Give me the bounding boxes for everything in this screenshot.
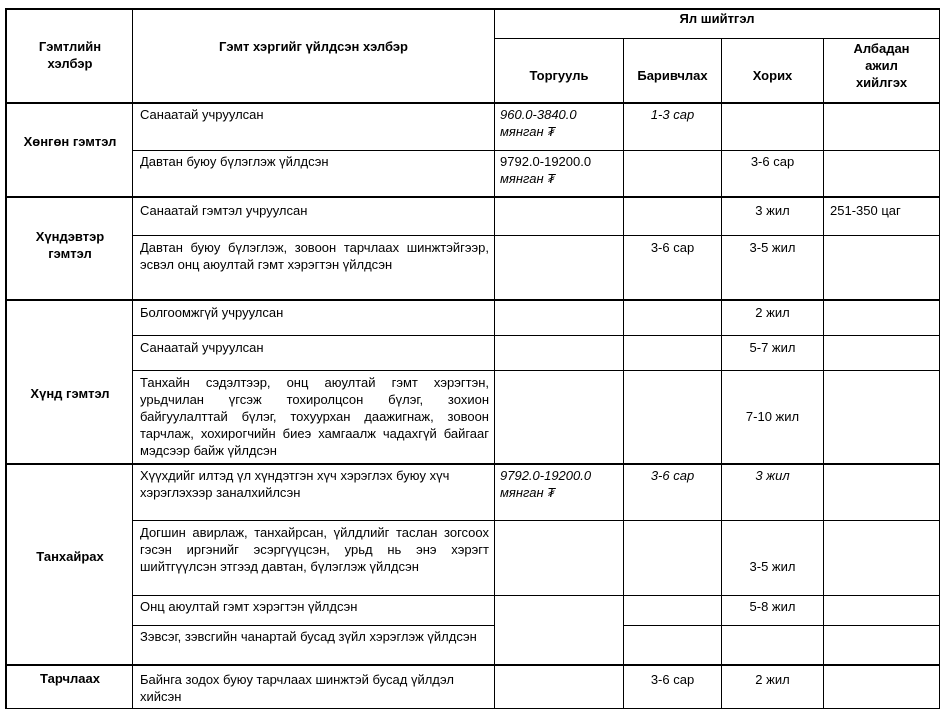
header-imprisonment: Хорих: [752, 68, 793, 83]
crime-form-cell: Догшин авирлаж, танхайрсан, үйлдлийг таслан зогсоох гэсэн иргэнийг эсэргүүцсэн, урьд нь энэ хэрэгт шийтгүүлсэн этгээд давтан, бүлэглэж үйлдсэн: [140, 525, 489, 574]
crime-form-cell: Санаатай гэмтэл учруулсан: [140, 203, 308, 218]
row-sep: [132, 335, 940, 336]
row-sep: [132, 235, 940, 236]
crime-form-cell: Онц аюултай гэмт хэрэгтэн үйлдсэн: [140, 599, 358, 614]
row-sep: [132, 595, 940, 596]
prison-cell: 2 жил: [755, 672, 790, 687]
header-restriction: Баривчлах: [637, 68, 708, 83]
prison-cell: 7-10 жил: [745, 409, 800, 424]
header-forced-labor-line: Албадан: [853, 41, 910, 56]
row-sep: [623, 625, 940, 626]
group-label: Тарчлаах: [40, 671, 100, 686]
group-sep-1: [5, 196, 940, 198]
group-label-line: гэмтэл: [48, 246, 92, 261]
group-label-line: Хүндэвтэр: [35, 229, 105, 244]
group-sep-4: [5, 664, 940, 666]
crime-form-cell: Хүүхдийг илтэд үл хүндэтгэн хүч хэрэглэх буюу хүч хэрэглэхээр заналхийлсэн: [140, 468, 450, 500]
header-fine: Торгууль: [529, 68, 589, 83]
prison-cell: 3-6 сар: [750, 154, 795, 169]
crime-form-cell: Давтан буюу бүлэглэж үйлдсэн: [140, 154, 329, 169]
group-sep-2: [5, 299, 940, 301]
header-crime-form: Гэмт хэргийг үйлдсэн хэлбэр: [219, 39, 408, 54]
fine-cell: [500, 467, 620, 501]
prison-cell: 3 жил: [755, 203, 790, 218]
crime-form-cell: Санаатай учруулсан: [140, 340, 264, 355]
group-label: Хөнгөн гэмтэл: [23, 134, 117, 149]
header-injury-type-line: хэлбэр: [47, 56, 93, 71]
prison-cell: 3-5 жил: [749, 559, 796, 574]
row-sep: [132, 370, 940, 371]
prison-cell: 3 жил: [755, 468, 790, 483]
table-border-right: [939, 8, 940, 709]
crime-form-cell: Санаатай учруулсан: [140, 107, 264, 122]
prison-cell: 3-5 жил: [749, 240, 796, 255]
row-sep: [132, 625, 494, 626]
header-injury-type: [8, 38, 132, 72]
crime-form-cell: Байнга зодох буюу тарчлаах шинжтэй бусад үйлдэл хийсэн: [140, 672, 454, 704]
crime-form-cell: Танхайн сэдэлтээр, онц аюултай гэмт хэрэгтэн, урьдчилан үгсэж тохиролцсон бүлэг, зохион байгуулалттай бүлэг, тохуурхан даажигнаж, зовоон тарчлаж, хохирогчийн биеэ хамгаалж чадахгүй байгааг мэдсээр байж үйлдсэн: [140, 375, 489, 458]
row-sep: [132, 520, 940, 521]
header-punishment: Ял шийтгэл: [679, 11, 755, 26]
header-injury-type-line: Гэмтлийн: [38, 39, 102, 54]
header-forced-labor: [824, 40, 939, 91]
col-divider-5: [823, 38, 824, 709]
fine-unit: мянган ₮: [500, 171, 556, 186]
header-forced-labor-line: хийлгэх: [855, 75, 908, 90]
col-divider-3: [623, 38, 624, 709]
fine-unit: мянган ₮: [500, 485, 556, 500]
prison-cell: 5-8 жил: [749, 599, 796, 614]
prison-cell: 2 жил: [755, 305, 790, 320]
col-divider-1: [132, 8, 133, 709]
labor-cell: 251-350 цаг: [830, 203, 901, 218]
table-border-bottom: [5, 708, 940, 709]
group-label: Хүнд гэмтэл: [30, 386, 110, 401]
crime-form-cell: Давтан буюу бүлэглэж, зовоон тарчлаах шинжтэйгээр, эсвэл онц аюултай гэмт хэрэгтэн үйлдсэн: [140, 240, 489, 272]
col-divider-2: [494, 8, 495, 709]
arrest-cell: 3-6 сар: [650, 672, 695, 687]
fine-amount: 9792.0-19200.0: [500, 154, 592, 169]
fine-amount: 960.0-3840.0: [500, 107, 577, 122]
arrest-cell: 1-3 сар: [650, 107, 695, 122]
group-label: [8, 228, 132, 262]
group-sep-3: [5, 463, 940, 465]
fine-amount: 9792.0-19200.0: [500, 468, 592, 483]
header-forced-labor-line: ажил: [865, 58, 898, 73]
fine-cell: [500, 106, 620, 140]
arrest-cell: 3-6 сар: [650, 468, 695, 483]
header-bottom-line: [5, 102, 940, 104]
fine-cell: [500, 153, 620, 187]
crime-form-cell: Болгоомжгүй учруулсан: [140, 305, 284, 320]
fine-unit: мянган ₮: [500, 124, 556, 139]
prison-cell: 5-7 жил: [749, 340, 796, 355]
header-sub-line: [494, 38, 940, 39]
crime-form-cell: Зэвсэг, зэвсгийн чанартай бусад зүйл хэрэглэж үйлдсэн: [140, 629, 477, 644]
group-label: Танхайрах: [36, 549, 104, 564]
table-border-left: [5, 8, 7, 709]
row-sep: [132, 150, 940, 151]
arrest-cell: 3-6 сар: [650, 240, 695, 255]
